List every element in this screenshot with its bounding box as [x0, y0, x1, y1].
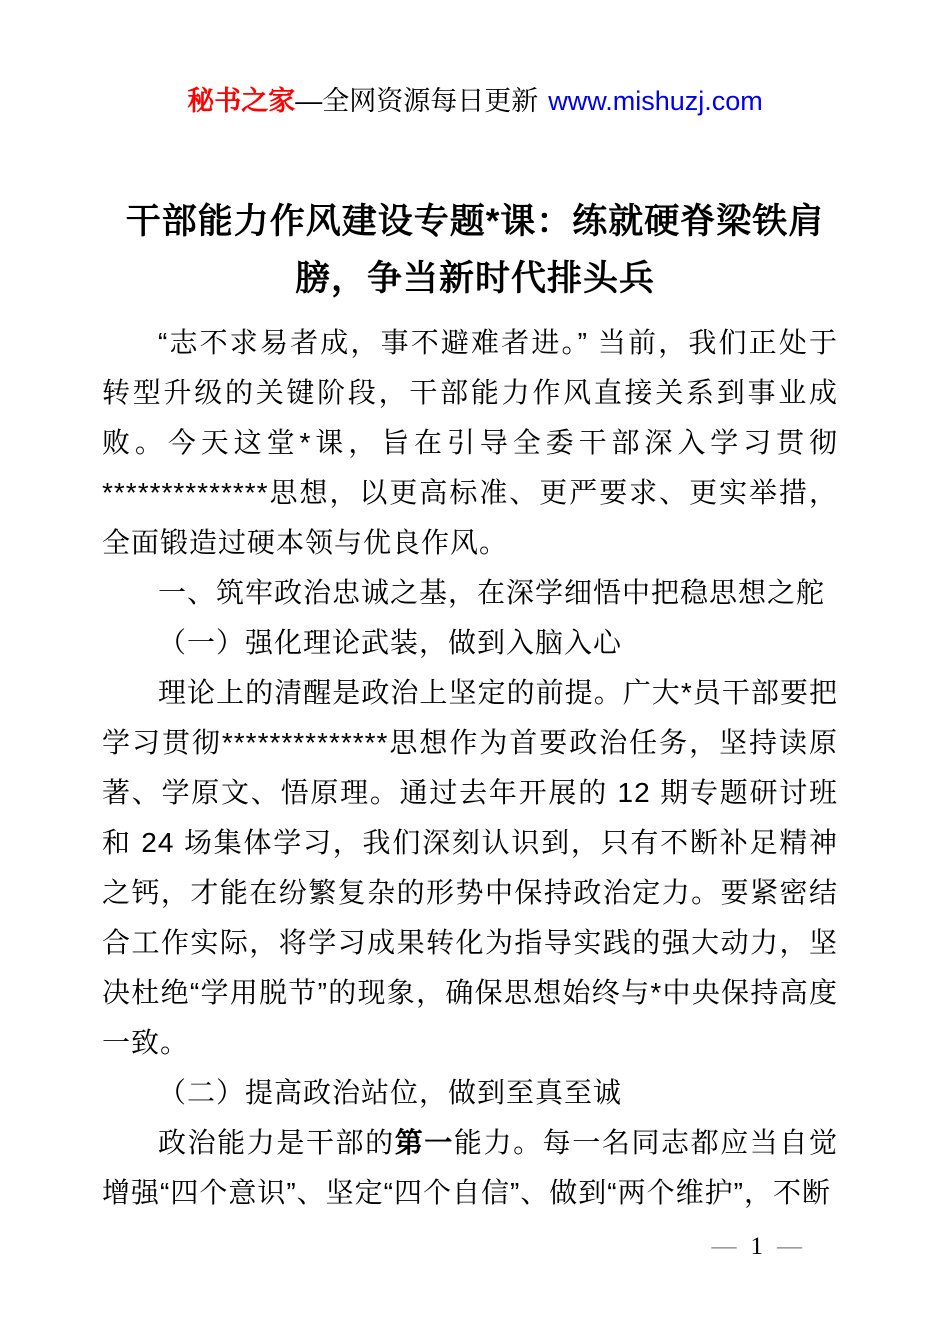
document-title: 干部能力作风建设专题*课：练就硬脊梁铁肩膀，争当新时代排头兵	[125, 202, 825, 299]
document-body	[102, 318, 838, 1218]
site-tagline: —全网资源每日更新	[295, 86, 539, 116]
footer-dash-left: —	[711, 1233, 737, 1260]
site-url-link[interactable]: www.mishuzj.com	[548, 86, 763, 116]
site-brand: 秘书之家	[187, 86, 296, 116]
section-heading-1: 一、筑牢政治忠诚之基，在深学细悟中把稳思想之舵	[158, 577, 826, 608]
site-header	[0, 82, 950, 120]
subsection-heading-1-1: （一）强化理论武装，做到入脑入心	[158, 627, 623, 658]
paragraph-segment-pre: 政治能力是干部的	[158, 1127, 395, 1158]
paragraph-intro: “志不求易者成，事不避难者进。” 当前，我们正处于转型升级的关键阶段，干部能力作风直接关系到事业成败。今天这堂*课，旨在引导全委干部深入学习贯彻**************思想，以更高标准、更严要求、更实举措，全面锻造过硬本领与优良作风。	[102, 327, 838, 558]
footer-dash-right: —	[777, 1233, 802, 1260]
paragraph-segment-bold: 第一	[394, 1127, 454, 1158]
page-number: 1	[750, 1233, 763, 1260]
paragraph-theory: 理论上的清醒是政治上坚定的前提。广大*员干部要把学习贯彻**************思想作为首要政治任务，坚持读原著、学原文、悟原理。通过去年开展的 12 期专题研讨班和 24 场集体学习，我们深刻认识到，只有不断补足精神之钙，才能在纷繁复杂的形势中保持政治定力。要紧密结合工作实际，将学习成果转化为指导实践的强大动力，坚决杜绝“学用脱节”的现象，确保思想始终与*中央保持高度一致。	[102, 677, 838, 1058]
subsection-heading-1-2: （二）提高政治站位，做到至真至诚	[158, 1077, 623, 1108]
page-number-footer	[712, 1233, 803, 1261]
paragraph-political-ability	[102, 1118, 838, 1218]
paragraph-segment-post: 能力。每一名同志都应当自觉增强“四个意识”、坚定“四个自信”、做到“两个维护”，不断	[102, 1127, 838, 1208]
